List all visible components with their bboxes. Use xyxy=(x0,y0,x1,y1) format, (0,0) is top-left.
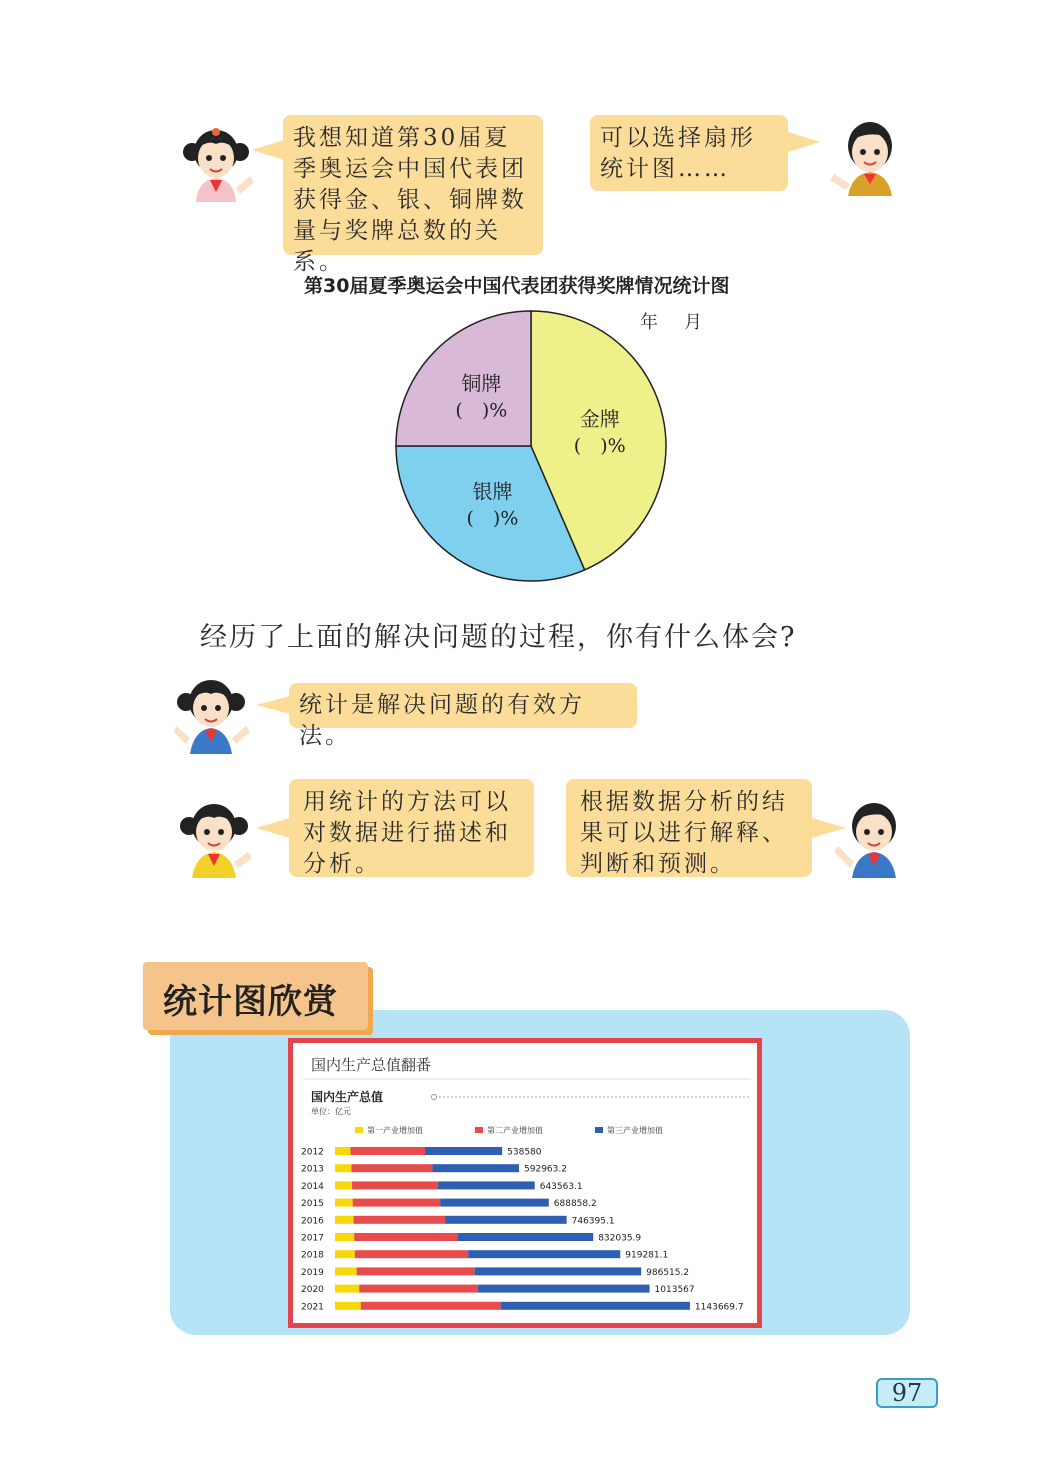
bar-segment-3-2013 xyxy=(432,1164,519,1172)
legend-swatch-2 xyxy=(475,1127,483,1133)
pie-chart-title: 第30届夏季奥运会中国代表团获得奖牌情况统计图 xyxy=(304,275,730,297)
pie-chart xyxy=(386,306,676,596)
bar-segment-3-2014 xyxy=(438,1181,535,1189)
bar-segment-2-2017 xyxy=(354,1233,457,1241)
boy-illustration xyxy=(832,796,908,878)
pie-percent-blank-silver: ( )% xyxy=(466,507,519,530)
bar-segment-1-2012 xyxy=(335,1147,351,1155)
bar-segment-3-2021 xyxy=(501,1302,690,1310)
gdp-header: 国内生产总值翻番 xyxy=(311,1056,432,1074)
section-heading xyxy=(143,962,368,1030)
bar-segment-2-2013 xyxy=(351,1164,432,1172)
bubble-tail xyxy=(252,140,284,160)
girl-illustration xyxy=(178,118,260,202)
year-label: 2012 xyxy=(301,1147,324,1158)
bar-segment-3-2019 xyxy=(475,1267,642,1275)
year-label: 2019 xyxy=(301,1267,324,1278)
gdp-subtitle: 国内生产总值 xyxy=(311,1090,384,1104)
bar-segment-1-2014 xyxy=(335,1181,352,1189)
total-value-label: 1143669.7 xyxy=(694,1302,744,1313)
bar-segment-3-2017 xyxy=(458,1233,594,1241)
bar-segment-2-2019 xyxy=(357,1267,475,1275)
legend-label-1: 第一产业增加值 xyxy=(367,1126,423,1135)
subtitle-marker xyxy=(432,1095,437,1100)
bar-segment-1-2017 xyxy=(335,1233,354,1241)
bar-segment-3-2012 xyxy=(425,1147,502,1155)
legend-swatch-3 xyxy=(595,1127,603,1133)
total-value-label: 643563.1 xyxy=(539,1181,583,1192)
bar-segment-1-2015 xyxy=(335,1199,353,1207)
speech-bubble-reflection xyxy=(289,683,637,749)
speech-bubble-answer xyxy=(590,115,788,191)
pie-label-silver: 银牌 xyxy=(472,479,513,504)
bubble-text: 统计是解决问题的有效方法。 xyxy=(299,692,585,749)
year-label: 2016 xyxy=(301,1216,324,1227)
bar-segment-1-2016 xyxy=(335,1216,354,1224)
year-label: 2020 xyxy=(301,1285,324,1296)
year-label: 2015 xyxy=(301,1199,324,1210)
total-value-label: 688858.2 xyxy=(553,1199,597,1210)
total-value-label: 986515.2 xyxy=(646,1267,690,1278)
bar-segment-2-2018 xyxy=(355,1250,468,1258)
year-label: 2017 xyxy=(301,1233,324,1244)
bubble-text: 根据数据分析的结果可以进行解释、判断和预测。 xyxy=(580,789,788,877)
year-label: 2014 xyxy=(301,1181,324,1192)
bar-segment-1-2021 xyxy=(335,1302,361,1310)
bubble-tail xyxy=(788,132,820,152)
reflection-question: 经历了上面的解决问题的过程，你有什么体会? xyxy=(200,622,797,653)
section-title: 统计图欣赏 xyxy=(163,982,338,1022)
pie-label-gold: 金牌 xyxy=(579,406,620,431)
speech-bubble-method xyxy=(289,779,534,877)
legend-label-3: 第三产业增加值 xyxy=(607,1126,663,1135)
gdp-stacked-bar-chart xyxy=(293,1043,757,1323)
gdp-unit: 单位：亿元 xyxy=(311,1107,351,1116)
total-value-label: 592963.2 xyxy=(524,1164,567,1175)
total-value-label: 919281.1 xyxy=(625,1250,669,1261)
bar-segment-1-2020 xyxy=(335,1285,359,1293)
bar-segment-3-2020 xyxy=(478,1285,649,1293)
boy-illustration xyxy=(826,112,906,196)
girl-illustration xyxy=(176,796,256,878)
bar-segment-2-2014 xyxy=(352,1181,438,1189)
bar-segment-2-2020 xyxy=(359,1285,478,1293)
bubble-text: 我想知道第30届夏季奥运会中国代表团获得金、银、铜牌数量与奖牌总数的关系。 xyxy=(293,125,527,275)
bar-segment-2-2016 xyxy=(354,1216,446,1224)
bar-segment-1-2019 xyxy=(335,1267,357,1275)
bubble-tail xyxy=(256,818,290,838)
year-label: 2013 xyxy=(301,1164,324,1175)
bubble-text: 可以选择扇形统计图…… xyxy=(600,125,756,182)
speech-bubble-prediction xyxy=(566,779,812,877)
bar-segment-3-2018 xyxy=(468,1250,620,1258)
speech-bubble-question xyxy=(283,115,543,275)
bar-segment-2-2012 xyxy=(351,1147,425,1155)
pie-date-label: 年 月 xyxy=(640,312,706,333)
gdp-chart-frame xyxy=(288,1038,762,1328)
pie-percent-blank-bronze: ( )% xyxy=(455,399,508,422)
total-value-label: 1013567 xyxy=(654,1285,695,1296)
bar-segment-1-2013 xyxy=(335,1164,351,1172)
total-value-label: 538580 xyxy=(507,1147,542,1158)
pie-label-bronze: 铜牌 xyxy=(461,371,502,396)
girl-illustration xyxy=(172,672,254,754)
bubble-text: 用统计的方法可以对数据进行描述和分析。 xyxy=(303,789,511,877)
bar-segment-2-2021 xyxy=(361,1302,501,1310)
pie-percent-blank-gold: ( )% xyxy=(573,434,626,457)
year-label: 2018 xyxy=(301,1250,324,1261)
bar-segment-3-2016 xyxy=(445,1216,566,1224)
page-number: 97 xyxy=(876,1378,938,1408)
bar-segment-2-2015 xyxy=(353,1199,441,1207)
year-label: 2021 xyxy=(301,1302,324,1313)
legend-label-2: 第二产业增加值 xyxy=(487,1126,543,1135)
total-value-label: 832035.9 xyxy=(598,1233,642,1244)
bar-segment-3-2015 xyxy=(440,1199,549,1207)
total-value-label: 746395.1 xyxy=(571,1216,615,1227)
legend-swatch-1 xyxy=(355,1127,363,1133)
bubble-tail xyxy=(256,696,290,714)
bar-segment-1-2018 xyxy=(335,1250,355,1258)
